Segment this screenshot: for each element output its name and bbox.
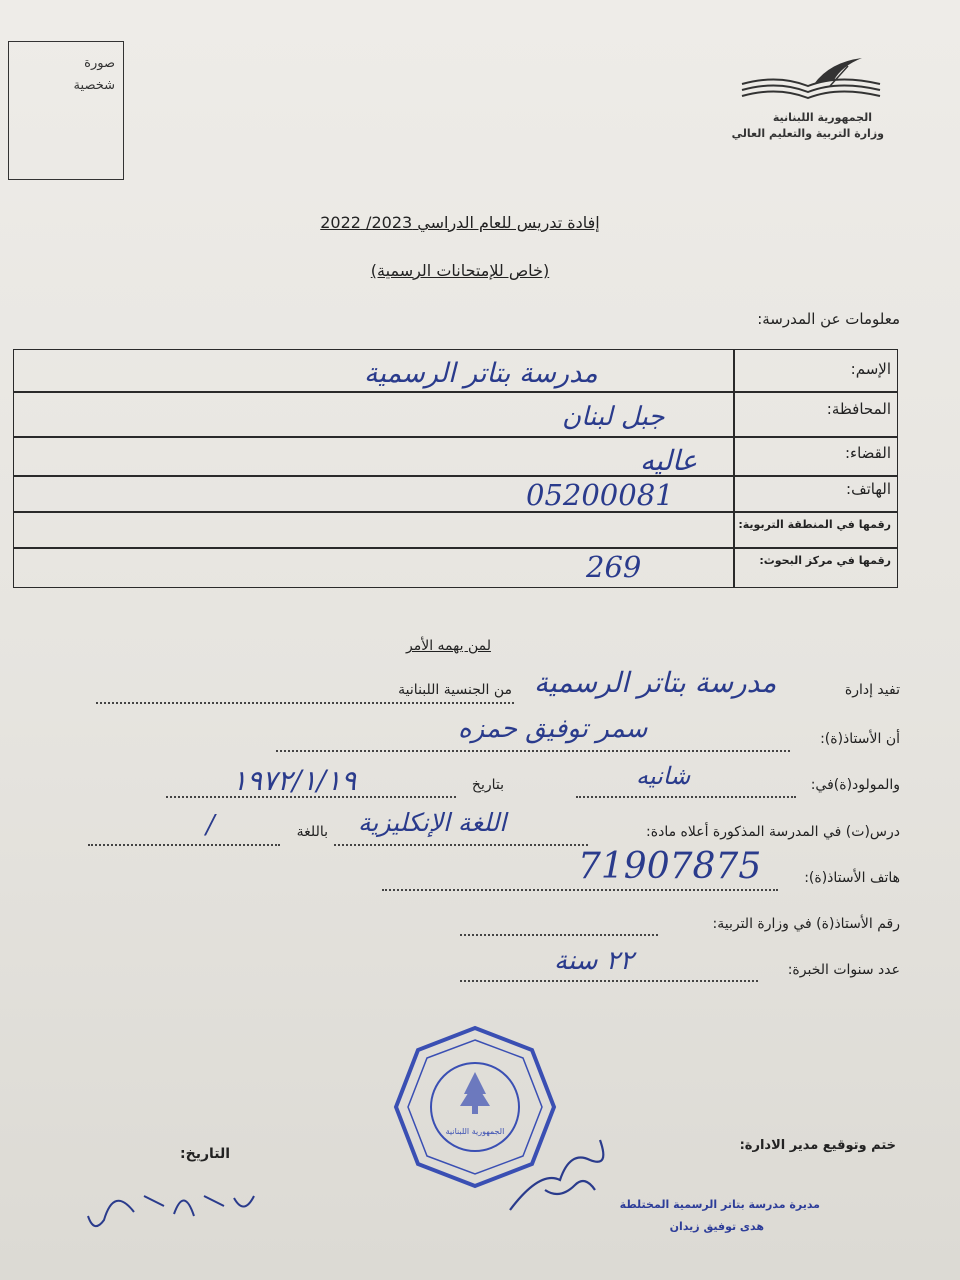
principal-signature-icon bbox=[500, 1130, 618, 1220]
ministry-label: وزارة التربية والتعليم العالي bbox=[731, 127, 884, 140]
to-whom-heading: لمن يهمه الأمر bbox=[406, 638, 491, 654]
teacher-phone-dots bbox=[382, 889, 778, 891]
principal-name: هدى توفيق زيدان bbox=[669, 1220, 764, 1233]
date-label: التاريخ: bbox=[180, 1146, 231, 1162]
subject-value: اللغة الإنكليزية bbox=[358, 808, 507, 837]
ministry-logo-icon bbox=[738, 56, 884, 104]
language-label: باللغة bbox=[296, 824, 328, 840]
subject-dots bbox=[334, 844, 588, 846]
teacher-label: أن الأستاذ(ة): bbox=[820, 731, 900, 747]
research-center-number-value: 269 bbox=[586, 550, 642, 584]
school-name-value: مدرسة بتاتر الرسمية bbox=[364, 358, 598, 389]
regional-number-label: رقمها في المنطقة التربوية: bbox=[738, 518, 891, 531]
teacher-phone-label: هاتف الأستاذ(ة): bbox=[804, 870, 900, 886]
date-handwriting-icon bbox=[84, 1176, 266, 1236]
table-row-line bbox=[14, 475, 897, 477]
principal-title: مديرة مدرسة بتاتر الرسمية المختلطة bbox=[619, 1198, 820, 1211]
experience-dots bbox=[460, 980, 758, 982]
phone-value: 05200081 bbox=[526, 478, 674, 512]
subject-label: درس(ت) في المدرسة المذكورة أعلاه مادة: bbox=[646, 824, 900, 840]
issuer-value: مدرسة بتاتر الرسمية bbox=[534, 666, 777, 699]
table-row-line bbox=[14, 547, 897, 549]
governorate-label: المحافظة: bbox=[826, 400, 891, 418]
nationality-label: من الجنسية اللبنانية bbox=[398, 682, 512, 698]
school-name-label: الإسم: bbox=[850, 360, 891, 378]
birthplace-label: والمولود(ة)في: bbox=[810, 777, 900, 793]
table-row-line bbox=[14, 391, 897, 393]
birthdate-value: ١٩٧٢/١/١٩ bbox=[232, 764, 357, 797]
photo-box-label-1: صورة bbox=[84, 56, 115, 71]
issuer-label: تفيد إدارة bbox=[844, 682, 900, 698]
birthdate-label: بتاريخ bbox=[471, 777, 504, 793]
teacher-phone-value: 71907875 bbox=[578, 846, 762, 887]
seal-center-text: الجمهورية اللبنانية bbox=[445, 1127, 505, 1136]
district-value: عاليه bbox=[640, 444, 698, 477]
sign-label: ختم وتوقيع مدير الادارة: bbox=[739, 1138, 896, 1153]
experience-label: عدد سنوات الخبرة: bbox=[787, 962, 900, 978]
language-value: / bbox=[206, 810, 215, 840]
phone-label: الهاتف: bbox=[846, 480, 891, 498]
school-info-table bbox=[13, 349, 898, 588]
issuer-dots bbox=[96, 702, 514, 704]
ministry-number-label: رقم الأستاذ(ة) في وزارة التربية: bbox=[712, 916, 900, 932]
table-row-line bbox=[14, 511, 897, 513]
birthplace-dots bbox=[576, 796, 796, 798]
teacher-value: سمر توفيق حمزه bbox=[458, 714, 648, 744]
republic-label: الجمهورية اللبنانية bbox=[772, 111, 872, 124]
governorate-value: جبل لبنان bbox=[562, 402, 665, 432]
language-dots bbox=[88, 844, 280, 846]
document-subtitle: (خاص للإمتحانات الرسمية) bbox=[370, 261, 550, 280]
teacher-dots bbox=[276, 750, 790, 752]
experience-value: ٢٢ سنة bbox=[554, 946, 634, 976]
birthplace-value: شانيه bbox=[636, 762, 691, 790]
ministry-number-dots bbox=[460, 934, 658, 936]
photo-box bbox=[8, 41, 124, 180]
photo-box-label-2: شخصية bbox=[73, 78, 115, 93]
school-info-heading: معلومات عن المدرسة: bbox=[757, 310, 900, 328]
district-label: القضاء: bbox=[844, 444, 891, 462]
table-row-line bbox=[14, 436, 897, 438]
table-divider bbox=[733, 350, 735, 587]
document-title: إفادة تدريس للعام الدراسي 2023/ 2022 bbox=[320, 213, 600, 232]
research-center-number-label: رقمها في مركز البحوث: bbox=[759, 554, 891, 567]
